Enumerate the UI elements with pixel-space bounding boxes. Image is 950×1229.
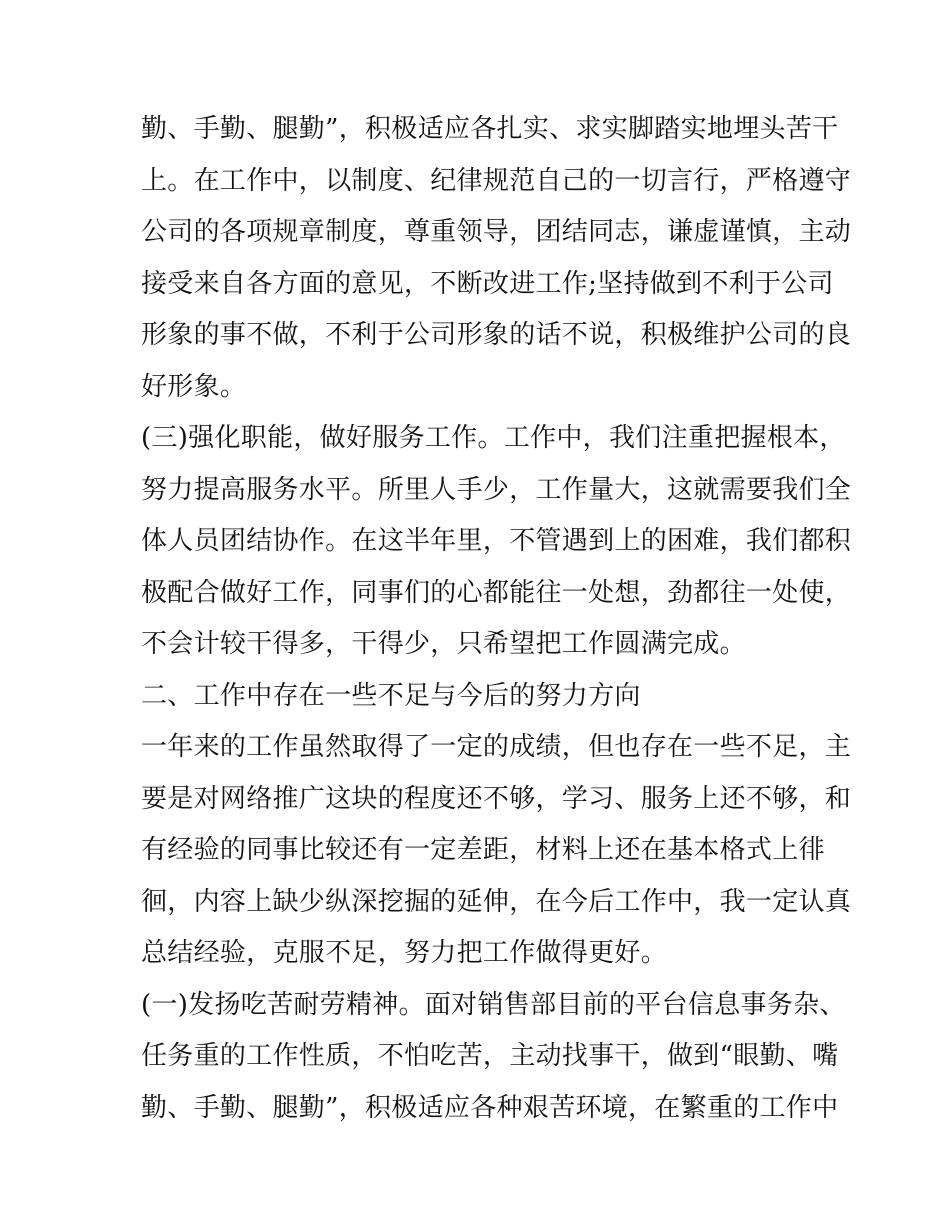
- section-heading-line: (三)强化职能，做好服务工作。工作中，我们注重把握根本，: [141, 423, 846, 453]
- text-line: 徊，内容上缺少纵深挖掘的延伸，在今后工作中，我一定认真: [141, 886, 852, 917]
- text-line: 上。在工作中，以制度、纪律规范自己的一切言行，严格遵守: [141, 165, 852, 196]
- text-line: 总结经验，克服不足，努力把工作做得更好。: [141, 938, 668, 968]
- text-line: 有经验的同事比较还有一定差距，材料上还在基本格式上徘: [141, 835, 825, 865]
- text-line: 形象的事不做，不利于公司形象的话不说，积极维护公司的良: [141, 320, 852, 350]
- text-line: 公司的各项规章制度，尊重领导，团结同志，谦虚谨慎，主动: [141, 217, 852, 247]
- body-text: [141, 104, 852, 1134]
- text-line: 任务重的工作性质，不怕吃苦，主动找事干，做到“眼勤、嘴: [141, 1041, 839, 1071]
- section-heading-line: (一)发扬吃苦耐劳精神。面对销售部目前的平台信息事务杂、: [141, 989, 846, 1020]
- text-line: 接受来自各方面的意见，不断改进工作;坚持做到不利于公司: [141, 268, 834, 299]
- text-line: 勤、手勤、腿勤”，积极适应各扎实、求实脚踏实地埋头苦干: [141, 114, 839, 144]
- section-heading-line: 二、工作中存在一些不足与今后的努力方向: [141, 680, 641, 711]
- text-line: 勤、手勤、腿勤”，积极适应各种艰苦环境，在繁重的工作中: [141, 1092, 839, 1123]
- text-line: 努力提高服务水平。所里人手少，工作量大，这就需要我们全: [141, 474, 852, 505]
- text-line: 一年来的工作虽然取得了一定的成绩，但也存在一些不足，主: [141, 732, 852, 762]
- text-line: 要是对网络推广这块的程度还不够，学习、服务上还不够，和: [141, 783, 852, 814]
- text-line: 不会计较干得多，干得少，只希望把工作圆满完成。: [141, 629, 746, 659]
- text-line: 极配合做好工作，同事们的心都能往一处想，劲都往一处使，: [141, 577, 852, 608]
- text-line: 体人员团结协作。在这半年里，不管遇到上的困难，我们都积: [141, 526, 852, 556]
- text-line: 好形象。: [141, 371, 247, 402]
